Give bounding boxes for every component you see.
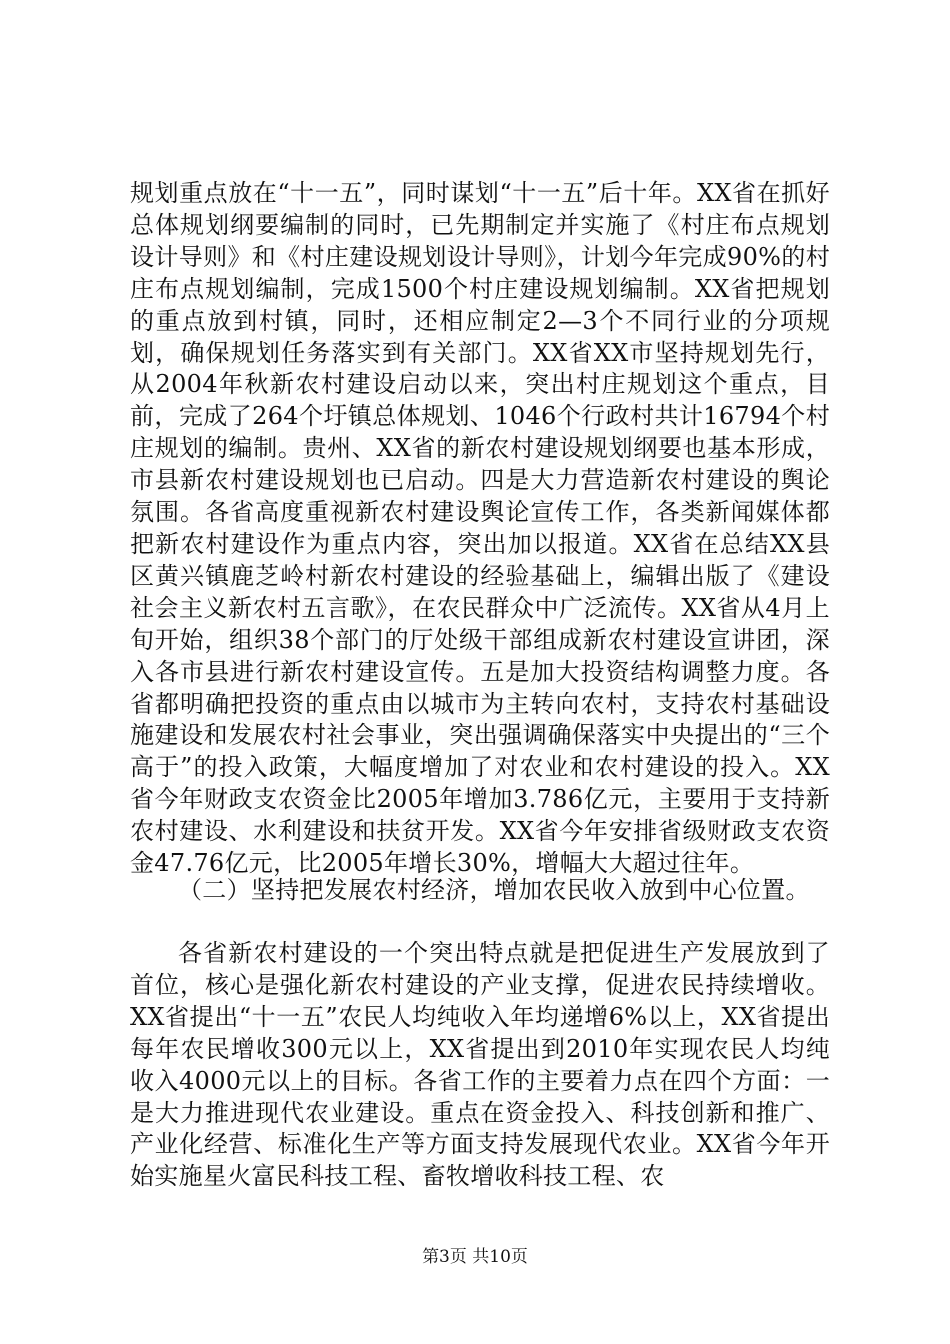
section-heading-2: （二）坚持把发展农村经济，增加农民收入放到中心位置。 xyxy=(178,876,810,904)
body-paragraph-1: 规划重点放在“十一五”，同时谋划“十一五”后十年。XX省在抓好总体规划纲要编制的同时，已先期制定并实施了《村庄布点规划设计导则》和《村庄建设规划设计导则》，计划今年完成90%的村庄布点规划编制，完成1500个村庄建设规划编制。XX省把规划的重点放到村镇，同时，还相应制定2—3个不同行业的分项规划，确保规划任务落实到有关部门。XX省XX市坚持规划先行，从2004年秋新农村建设启动以来，突出村庄规划这个重点，目前，完成了264个圩镇总体规划、1046个行政村共计16794个村庄规划的编制。贵州、XX省的新农村建设规划纲要也基本形成，市县新农村建设规划也已启动。四是大力营造新农村建设的舆论氛围。各省高度重视新农村建设舆论宣传工作，各类新闻媒体都把新农村建设作为重点内容，突出加以报道。XX省在总结XX县区黄兴镇鹿芝岭村新农村建设的经验基础上，编辑出版了《建设社会主义新农村五言歌》，在农民群众中广泛流传。XX省从4月上旬开始，组织38个部门的厅处级干部组成新农村建设宣讲团，深入各市县进行新农村建设宣传。五是加大投资结构调整力度。各省都明确把投资的重点由以城市为主转向农村，支持农村基础设施建设和发展农村社会事业，突出强调确保落实中央提出的“三个高于”的投入政策，大幅度增加了对农业和农村建设的投入。XX省今年财政支农资金比2005年增加3.786亿元，主要用于支持新农村建设、水利建设和扶贫开发。XX省今年安排省级财政支农资金47.76亿元，比2005年增长30%，增幅大大超过往年。 xyxy=(130,179,830,878)
body-paragraph-2: 各省新农村建设的一个突出特点就是把促进生产发展放到了首位，核心是强化新农村建设的产业支撑，促进农民持续增收。XX省提出“十一五”农民人均纯收入年均递增6%以上，XX省提出每年农民增收300元以上，XX省提出到2010年实现农民人均纯收入4000元以上的目标。各省工作的主要着力点在四个方面：一是大力推进现代农业建设。重点在资金投入、科技创新和推广、产业化经营、标准化生产等方面支持发展现代农业。XX省今年开始实施星火富民科技工程、畜牧增收科技工程、农 xyxy=(130,939,830,1191)
page-number-footer: 第3页 共10页 xyxy=(422,1247,528,1267)
